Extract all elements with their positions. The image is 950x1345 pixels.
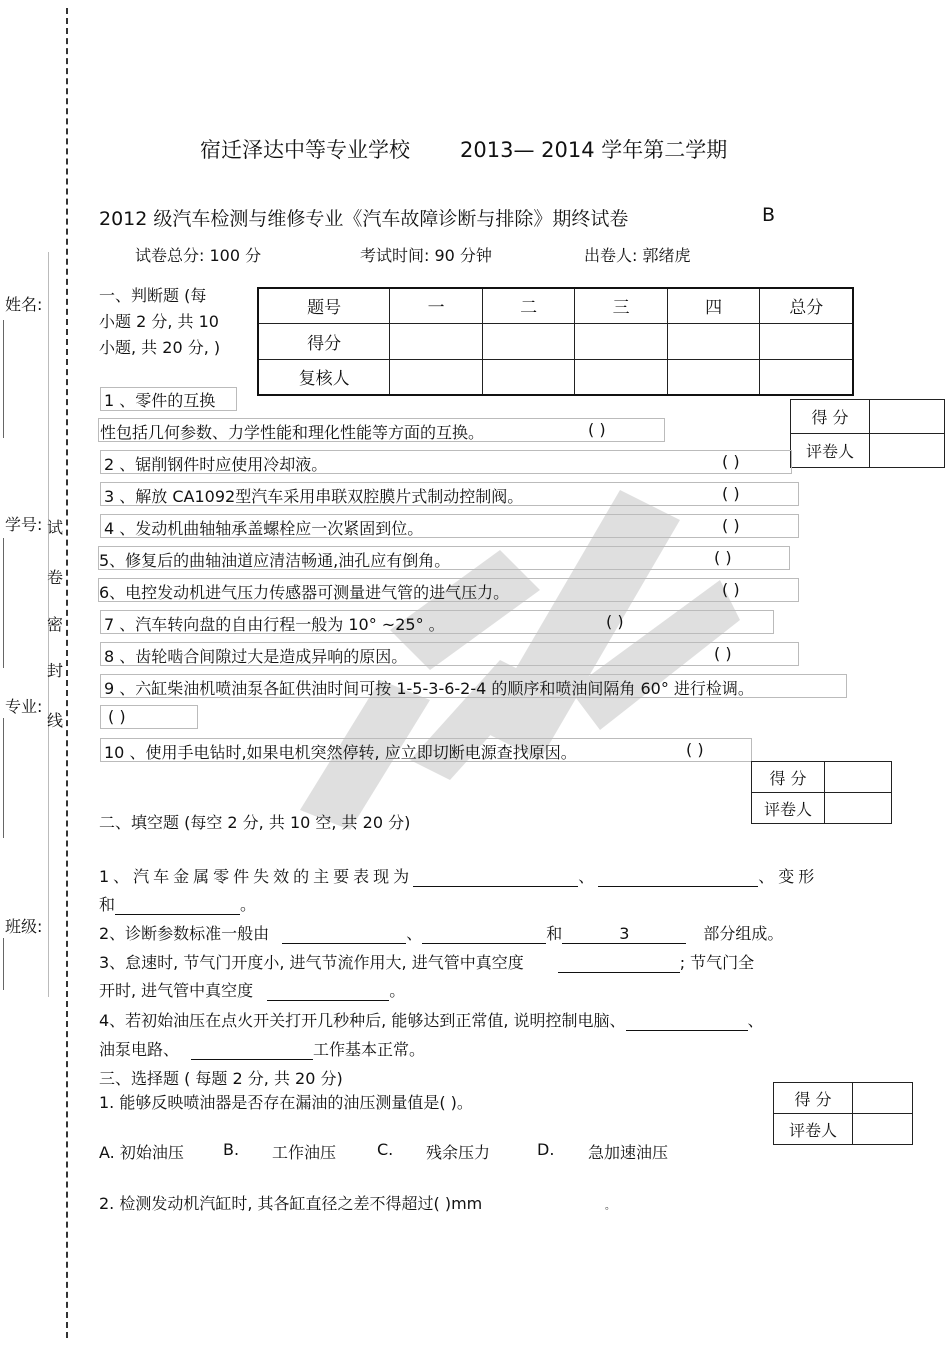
score-table-header: 总分 xyxy=(760,288,853,323)
judge-q10: 10 、使用手电钻时,如果电机突然停转, 应立即切断电源查找原因。 xyxy=(104,743,577,762)
class-underline xyxy=(3,938,4,990)
grader-score-label: 得 分 xyxy=(774,1083,853,1114)
seal-char: 线 xyxy=(47,711,64,730)
answer-paren[interactable]: ( ) xyxy=(588,420,606,439)
judge-q9: 9 、六缸柴油机喷油泵各缸供油时间可按 1-5-3-6-2-4 的顺序和喷油间隔角 60° 进行检调。 xyxy=(104,679,754,698)
class-label: 班级: xyxy=(5,917,43,936)
fill-q2-text: 2、诊断参数标准一般由 xyxy=(99,924,270,943)
fill-q2-post: 部分组成。 xyxy=(703,924,784,943)
fill-q1-sep: 、 xyxy=(578,867,599,886)
answer-paren[interactable]: ( ) xyxy=(108,707,126,726)
answer-paren[interactable]: ( ) xyxy=(722,452,740,471)
exam-time: 考试时间: 90 分钟 xyxy=(360,246,492,265)
fill-q4-pre: 油泵电路、 xyxy=(99,1040,180,1059)
fill-q3-mid: ; 节气门全 xyxy=(679,953,755,972)
seal-char: 卷 xyxy=(47,568,64,587)
name-label: 姓名: xyxy=(5,295,43,314)
seal-char: 密 xyxy=(47,615,64,634)
fill-blank[interactable] xyxy=(282,925,406,944)
choice-q1-option-a[interactable]: A. 初始油压 xyxy=(99,1143,184,1162)
major-underline xyxy=(3,718,4,838)
fill-q4-text: 4、若初始油压在点火开关打开几秒种后, 能够达到正常值, 说明控制电脑、 xyxy=(99,1011,626,1030)
choice-q2-sub: 。 xyxy=(605,1201,615,1212)
grader-box xyxy=(773,1082,913,1145)
judge-q7: 7 、汽车转向盘的自由行程一般为 10° ~25° 。 xyxy=(104,615,445,634)
fill-blank[interactable] xyxy=(558,954,680,973)
answer-paren[interactable]: ( ) xyxy=(714,644,732,663)
answer-paren[interactable]: ( ) xyxy=(722,484,740,503)
exam-title: 2012 级汽车检测与维修专业《汽车故障诊断与排除》期终试卷 xyxy=(99,208,629,230)
choice-q1-option-d-letter: D. xyxy=(537,1140,555,1159)
judge-q5: 5、修复后的曲轴油道应清洁畅通,油孔应有倒角。 xyxy=(99,551,451,570)
section2-title: 二、填空题 (每空 2 分, 共 10 空, 共 20 分) xyxy=(99,813,411,832)
section1-title xyxy=(99,283,220,361)
score-table-header: 题号 xyxy=(258,288,390,323)
score-table-row-label: 复核人 xyxy=(258,359,390,395)
score-cell[interactable] xyxy=(575,359,668,395)
grader-score-cell[interactable] xyxy=(853,1083,913,1114)
name-underline xyxy=(3,320,4,438)
answer-paren[interactable]: ( ) xyxy=(686,740,704,759)
section1-title-line: 小题, 共 20 分, ) xyxy=(99,338,221,357)
fill-q3-line1 xyxy=(99,950,754,973)
answer-paren[interactable]: ( ) xyxy=(722,516,740,535)
score-table-header: 四 xyxy=(667,288,760,323)
grader-score-cell[interactable] xyxy=(825,762,892,793)
fill-q1-period: 。 xyxy=(240,895,257,914)
section1-title-line: 一、判断题 (每 xyxy=(99,286,207,305)
grader-name-label: 评卷人 xyxy=(774,1114,853,1145)
fill-blank[interactable] xyxy=(115,896,240,915)
judge-q8: 8 、齿轮啮合间隙过大是造成异响的原因。 xyxy=(104,647,408,666)
fill-blank[interactable] xyxy=(626,1012,748,1031)
score-cell[interactable] xyxy=(667,359,760,395)
grader-name-cell[interactable] xyxy=(825,793,892,824)
grader-box xyxy=(790,399,945,468)
id-underline xyxy=(3,538,4,668)
score-table-header: 一 xyxy=(390,288,483,323)
choice-q2: 2. 检测发动机汽缸时, 其各缸直径之差不得超过( )mm xyxy=(99,1194,483,1213)
grader-score-label: 得 分 xyxy=(791,400,870,434)
judge-q6: 6、电控发动机进气压力传感器可测量进气管的进气压力。 xyxy=(99,583,510,602)
grader-name-cell[interactable] xyxy=(870,434,945,468)
school-name: 宿迁泽达中等专业学校 xyxy=(200,138,410,162)
choice-q1-option-c-letter: C. xyxy=(377,1140,394,1159)
score-table-row-label: 得分 xyxy=(258,323,390,359)
exam-author: 出卷人: 郭绪虎 xyxy=(584,246,691,265)
fill-q3-line2: 开时, 进气管中真空度 。 xyxy=(99,981,406,1000)
grader-name-cell[interactable] xyxy=(853,1114,913,1145)
score-cell[interactable] xyxy=(760,323,853,359)
judge-q1-part2: 性包括几何参数、力学性能和理化性能等方面的互换。 xyxy=(100,423,485,442)
section1-title-line: 小题 2 分, 共 10 xyxy=(99,312,219,331)
fill-q4-line2 xyxy=(99,1037,425,1060)
fill-blank[interactable] xyxy=(267,982,389,1001)
score-table-header: 二 xyxy=(482,288,575,323)
choice-q1-option-d[interactable]: 急加速油压 xyxy=(588,1143,669,1162)
school-year: 2013— 2014 学年第二学期 xyxy=(460,138,728,162)
fill-blank[interactable] xyxy=(422,925,546,944)
grader-score-cell[interactable] xyxy=(870,400,945,434)
grader-name-label: 评卷人 xyxy=(791,434,870,468)
fill-q1-and: 和 xyxy=(99,895,116,914)
id-label: 学号: xyxy=(5,515,43,534)
answer-paren[interactable]: ( ) xyxy=(722,580,740,599)
score-cell[interactable] xyxy=(575,323,668,359)
paper-code: B xyxy=(762,204,776,226)
fill-blank[interactable] xyxy=(191,1041,313,1060)
judge-q4: 4 、发动机曲轴轴承盖螺栓应一次紧固到位。 xyxy=(104,519,424,538)
fill-blank[interactable] xyxy=(413,868,578,887)
binding-dashed-line xyxy=(66,8,68,1338)
section3-title: 三、选择题 ( 每题 2 分, 共 20 分) xyxy=(99,1069,343,1088)
fill-q3-text: 3、怠速时, 节气门开度小, 进气节流作用大, 进气管中真空度 xyxy=(99,953,524,972)
fill-q2-and: 和 xyxy=(546,924,563,943)
fill-q1-line2 xyxy=(99,892,256,915)
score-cell[interactable] xyxy=(390,359,483,395)
total-score: 试卷总分: 100 分 xyxy=(135,246,262,265)
score-cell[interactable] xyxy=(390,323,483,359)
grader-name-label: 评卷人 xyxy=(752,793,825,824)
fill-q3-text2: 开时, 进气管中真空度 xyxy=(99,981,254,1000)
fill-q2: 2、诊断参数标准一般由 、 和 3 部分组成。 xyxy=(99,924,784,943)
seal-char: 试 xyxy=(47,518,64,537)
grader-box xyxy=(751,761,892,824)
grader-score-label: 得 分 xyxy=(752,762,825,793)
answer-paren[interactable]: ( ) xyxy=(606,612,624,631)
judge-q3: 3 、解放 CA1092型汽车采用串联双腔膜片式制动控制阀。 xyxy=(104,487,524,506)
score-cell[interactable] xyxy=(760,359,853,395)
score-cell[interactable] xyxy=(482,323,575,359)
fill-q1-end: 、变形 xyxy=(758,867,819,886)
fill-q1-line1 xyxy=(99,864,818,887)
choice-q1-option-b[interactable]: 工作油压 xyxy=(272,1143,337,1162)
answer-paren[interactable]: ( ) xyxy=(714,548,732,567)
choice-q1-option-c[interactable]: 残余压力 xyxy=(426,1143,491,1162)
choice-q1: 1. 能够反映喷油器是否存在漏油的油压测量值是( )。 xyxy=(99,1093,473,1112)
fill-blank[interactable]: 3 xyxy=(562,925,686,944)
fill-q1-text: 1、汽车金属零件失效的主要表现为 xyxy=(99,867,414,886)
score-cell[interactable] xyxy=(482,359,575,395)
fill-blank[interactable] xyxy=(598,868,758,887)
fill-q4-line1: 4、若初始油压在点火开关打开几秒种后, 能够达到正常值, 说明控制电脑、 、 xyxy=(99,1011,764,1030)
seal-char: 封 xyxy=(47,661,64,680)
fill-q4-post: 工作基本正常。 xyxy=(313,1040,426,1059)
choice-q1-option-b-letter: B. xyxy=(223,1140,240,1159)
major-label: 专业: xyxy=(5,697,43,716)
score-table-header: 三 xyxy=(575,288,668,323)
score-table xyxy=(257,287,854,396)
judge-q1-part1: 1 、零件的互换 xyxy=(104,391,216,410)
judge-q2: 2 、锯削钢件时应使用冷却液。 xyxy=(104,455,328,474)
score-cell[interactable] xyxy=(667,323,760,359)
